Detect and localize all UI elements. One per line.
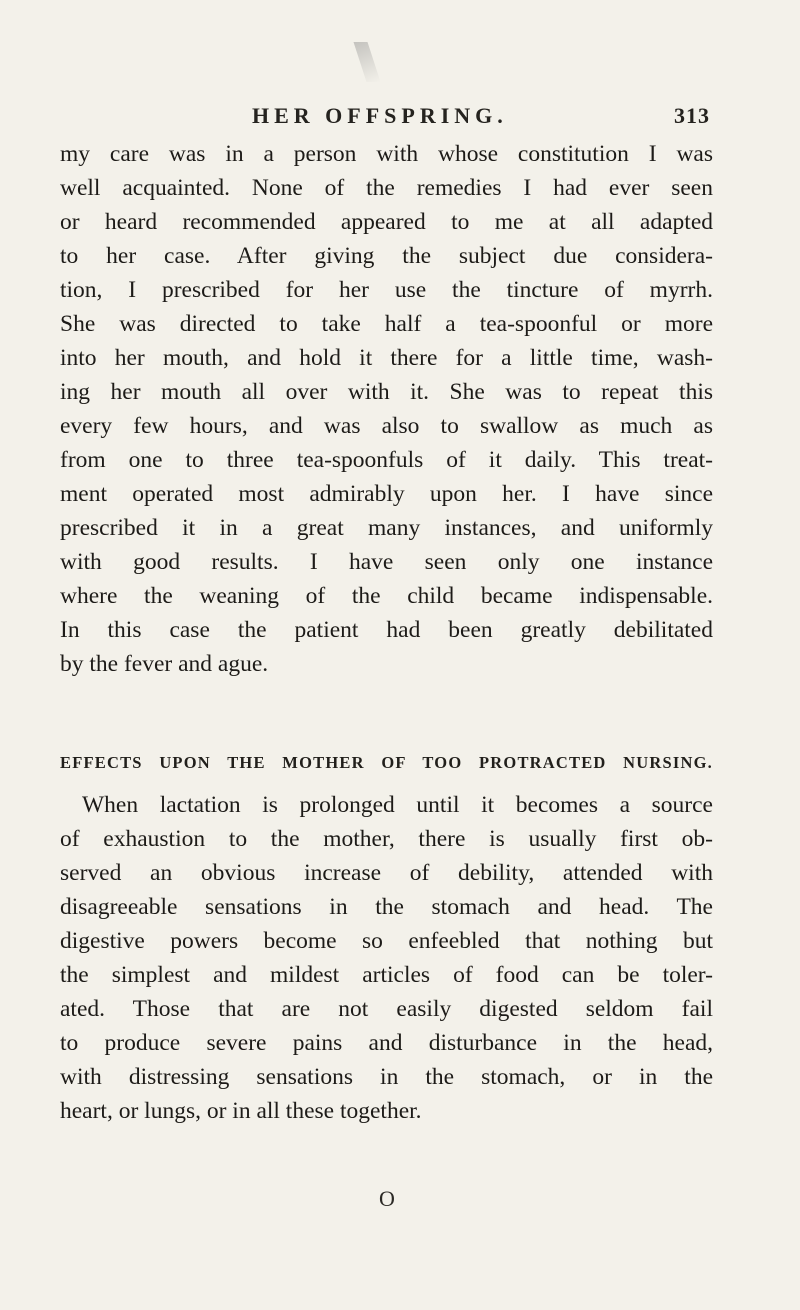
paragraph-1	[60, 137, 713, 681]
text-line: to her case. After giving the subject due considera-	[60, 243, 713, 269]
text-line: by the fever and ague.	[60, 651, 269, 677]
text-line: with distressing sensations in the stomach, or in the	[60, 1064, 713, 1090]
text-line: prescribed it in a great many instances, and uniformly	[60, 515, 713, 541]
text-line: She was directed to take half a tea-spoonful or more	[60, 311, 713, 337]
text-line: or heard recommended appeared to me at all adapted	[60, 209, 713, 235]
text-line: the simplest and mildest articles of food can be toler-	[60, 962, 713, 988]
text-line: from one to three tea-spoonfuls of it daily. This treat-	[60, 447, 713, 473]
text-line: with good results. I have seen only one instance	[60, 549, 713, 575]
text-line: digestive powers become so enfeebled that nothing but	[60, 928, 713, 954]
text-line: into her mouth, and hold it there for a little time, wash-	[60, 345, 713, 371]
text-line: In this case the patient had been greatly debilitated	[60, 617, 713, 643]
paragraph-2	[60, 788, 713, 1128]
text-line: When lactation is prolonged until it becomes a source	[82, 792, 713, 818]
scan-artifact	[354, 42, 381, 82]
text-line: disagreeable sensations in the stomach and head. The	[60, 894, 713, 920]
text-line: where the weaning of the child became indispensable.	[60, 583, 713, 609]
text-line: my care was in a person with whose constitution I was	[60, 141, 713, 167]
text-line: well acquainted. None of the remedies I had ever seen	[60, 175, 713, 201]
text-line: of exhaustion to the mother, there is usually first ob-	[60, 826, 713, 852]
text-line: served an obvious increase of debility, attended with	[60, 860, 713, 886]
text-line: to produce severe pains and disturbance in the head,	[60, 1030, 713, 1056]
text-line: ing her mouth all over with it. She was to repeat this	[60, 379, 713, 405]
running-head: HER OFFSPRING.	[252, 103, 508, 128]
text-line: ated. Those that are not easily digested seldom fail	[60, 996, 713, 1022]
page-number: 313	[674, 103, 710, 128]
text-line: heart, or lungs, or in all these together.	[60, 1098, 422, 1124]
section-heading: EFFECTS UPON THE MOTHER OF TOO PROTRACTED NURSING.	[60, 753, 713, 772]
text-line: tion, I prescribed for her use the tincture of myrrh.	[60, 277, 713, 303]
text-line: ment operated most admirably upon her. I have since	[60, 481, 713, 507]
text-line: every few hours, and was also to swallow as much as	[60, 413, 713, 439]
signature-mark: O	[379, 1186, 395, 1211]
page-header	[60, 103, 710, 137]
